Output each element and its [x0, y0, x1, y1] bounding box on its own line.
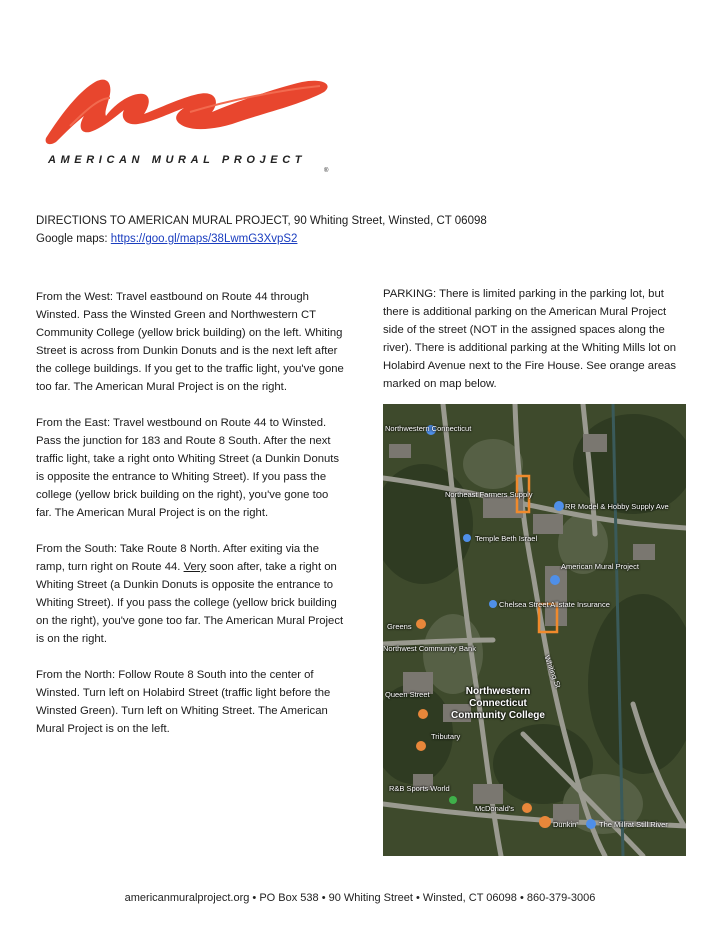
- directions-header: [36, 212, 676, 248]
- south-heading: From the South: [36, 543, 114, 555]
- map-label-sports-world: R&B Sports World: [389, 784, 450, 793]
- map-label-whiting-st: Whiting St: [542, 654, 563, 690]
- satellite-map: [383, 404, 686, 856]
- east-heading: From the East: [36, 417, 107, 429]
- map-label-temple: Temple Beth Israel: [475, 534, 538, 543]
- east-text: : Travel westbound on Route 44 to Winsted. Pass the junction for 183 and Route 8 South. After the next traffic light, take a right onto Whiting Street (a Dunkin Donuts is opposite the entrance to Whiting Street). If you pass the college (yellow brick building on the right), you've gone too far. The American Mural Project is on the right.: [36, 417, 340, 519]
- south-text-before: : Take Route 8 North. After exiting via the ramp, turn right on Route 44.: [36, 543, 319, 573]
- map-label-farmers-supply: Northeast Farmers Supply: [445, 490, 533, 499]
- map-label-millrat: The Millrat Still River: [599, 820, 668, 829]
- google-maps-link[interactable]: https://goo.gl/maps/38LwmG3XvpS2: [110, 233, 298, 245]
- map-label-chelsea: Chelsea Street Allstate Insurance: [499, 600, 610, 609]
- map-label-rr-model: RR Model & Hobby Supply Ave: [565, 502, 669, 511]
- north-text: : Follow Route 8 South into the center of Winsted. Turn left on Holabird Street (traffic light before the Winsted Green). Turn left on Whiting Street. The American Mural Project is on the left.: [36, 669, 331, 735]
- page-footer: americanmuralproject.org • PO Box 538 • 90 Whiting Street • Winsted, CT 06098 • 860-379-3006: [124, 892, 596, 904]
- north-heading: From the North: [36, 669, 112, 681]
- google-maps-label: Google maps:: [36, 233, 111, 245]
- map-label-college: Northwestern Connecticut Community College: [451, 686, 545, 721]
- map-label-community-bank: Northwest Community Bank: [383, 644, 476, 653]
- west-text: : Travel eastbound on Route 44 through Winsted. Pass the Winsted Green and Northwestern CT Community College (yellow brick building) on the left. Whiting Street is across from Dunkin Donuts and is the next left after the college buildings. If you get to the traffic light, you've gone too far. The American Mural Project is on the right.: [36, 291, 344, 393]
- map-label-dunkin: Dunkin': [553, 820, 578, 829]
- map-label-mcdonalds: McDonald's: [475, 804, 514, 813]
- brush-stroke-logo-mark: [40, 68, 340, 158]
- west-heading: From the West: [36, 291, 110, 303]
- google-maps-line: [36, 230, 676, 248]
- south-very-underlined: Very: [183, 561, 207, 573]
- logo-wordmark: AMERICAN MURAL PROJECT: [48, 154, 307, 166]
- map-label-greens: Greens: [387, 622, 412, 631]
- map-label-american-mural-project: American Mural Project: [561, 562, 639, 571]
- directions-south: [36, 540, 346, 648]
- american-mural-project-logo: [40, 68, 340, 178]
- map-label-northwestern-top: Northwestern Connecticut: [385, 424, 472, 433]
- directions-north: [36, 666, 346, 738]
- parking-info: PARKING: There is limited parking in the parking lot, but there is additional parking on the American Mural Project side of the street (NOT in the assigned spaces along the river). There is additional parking at the Whiting Mills lot on Holabird Avenue next to the Fire House. See orange areas marked on map below.: [383, 288, 677, 390]
- directions-title: DIRECTIONS TO AMERICAN MURAL PROJECT, 90 Whiting Street, Winsted, CT 06098: [36, 215, 487, 227]
- directions-west: [36, 288, 346, 396]
- directions-list: [36, 288, 346, 756]
- registered-mark: ®: [324, 168, 329, 174]
- map-label-tributary: Tributary: [431, 732, 461, 741]
- south-text-after: soon after, take a right on Whiting Street (a Dunkin Donuts is opposite the entrance to Whiting Street). If you pass the college (yellow brick building on the right), you've gone too far. The American Mural Project is on the right.: [36, 561, 344, 645]
- directions-east: [36, 414, 346, 522]
- map-label-queen: Queen Street: [385, 690, 430, 699]
